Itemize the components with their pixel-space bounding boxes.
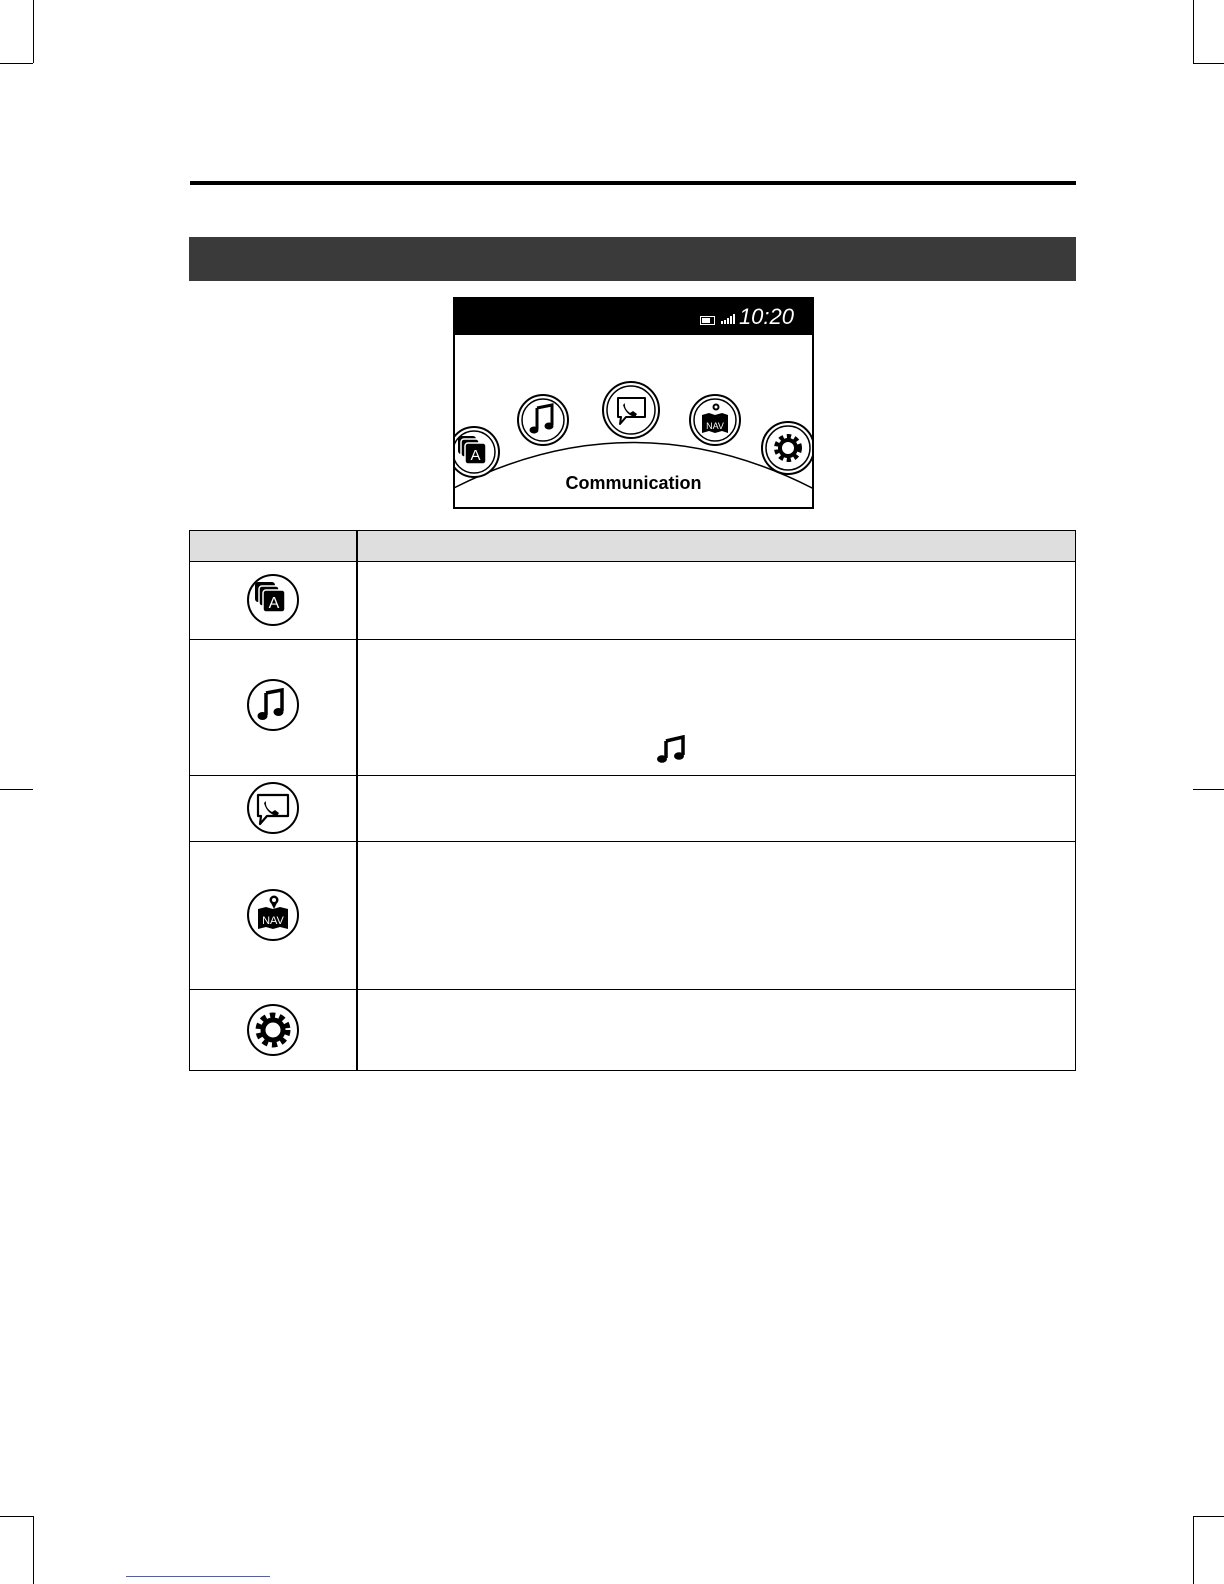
signal-strength-icon — [721, 314, 737, 324]
crop-mark — [33, 1516, 34, 1584]
settings-icon[interactable] — [762, 422, 812, 474]
applications-icon[interactable] — [455, 427, 499, 477]
icon-table — [189, 530, 1076, 1070]
crop-mark — [1193, 63, 1224, 64]
applications-letter: A — [470, 447, 481, 464]
section-heading-bar — [189, 237, 1076, 281]
crop-mark — [1193, 1516, 1224, 1517]
home-screen-illustration — [453, 297, 814, 509]
navigation-badge: NAV — [262, 915, 284, 927]
selected-menu-label: Communication — [565, 473, 702, 493]
entertainment-icon[interactable] — [518, 395, 568, 445]
crop-mark — [1193, 789, 1224, 790]
communication-icon[interactable] — [603, 382, 659, 438]
table-frame — [189, 530, 1076, 1071]
applications-letter: A — [268, 595, 280, 612]
crop-mark — [0, 1516, 33, 1517]
crop-mark — [1193, 0, 1194, 63]
crop-mark — [0, 63, 33, 64]
navigation-icon[interactable] — [690, 395, 740, 445]
crop-mark — [0, 789, 33, 790]
navigation-badge: NAV — [706, 421, 724, 431]
footer-link-underline[interactable] — [126, 1576, 270, 1577]
clock: 10:20 — [738, 304, 794, 329]
header-rule — [190, 181, 1076, 185]
battery-icon — [700, 316, 715, 325]
crop-mark — [1193, 1516, 1194, 1584]
status-bar — [455, 299, 812, 335]
crop-mark — [33, 0, 34, 63]
